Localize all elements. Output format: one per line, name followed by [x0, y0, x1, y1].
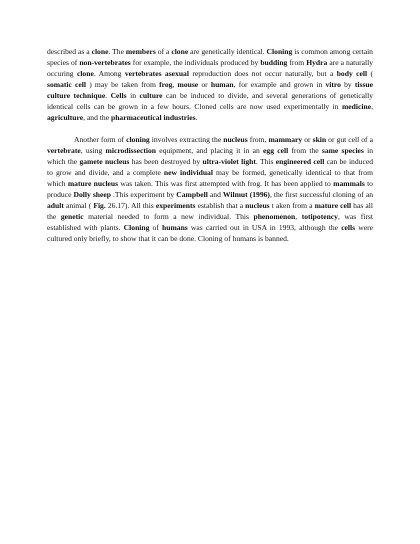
- bold-term: mature cell: [314, 201, 352, 210]
- bold-term: cloning: [126, 135, 150, 144]
- bold-term: Cloning: [266, 47, 293, 56]
- text-run: . The: [108, 47, 126, 56]
- bold-term: tissue culture technique: [47, 80, 374, 100]
- bold-term: totipotency: [301, 212, 338, 221]
- text-run: has been destroyed by: [129, 157, 203, 166]
- text-run: t aken from a: [269, 201, 315, 210]
- bold-term: Cloning: [123, 223, 150, 232]
- bold-term: nucleus: [223, 135, 248, 144]
- bold-term: clone: [171, 47, 189, 56]
- text-run: .: [195, 113, 198, 122]
- bold-term: Wilmut (1996): [222, 190, 270, 199]
- bold-term: human: [210, 80, 234, 89]
- paragraph-1: [47, 46, 373, 123]
- text-run: described as a: [47, 47, 92, 56]
- text-run: material needed to form a new individual. This: [83, 212, 254, 221]
- bold-term: Fig.: [93, 201, 106, 210]
- text-run: for example, the individuals produced by: [130, 58, 261, 67]
- bold-term: skin: [312, 135, 327, 144]
- bold-term: sheep: [92, 190, 111, 199]
- document-page: [47, 46, 373, 244]
- text-run: are a naturally occuring: [47, 58, 374, 78]
- bold-term: medicine: [341, 102, 372, 111]
- bold-term: cells: [341, 223, 356, 232]
- bold-term: vitro: [325, 80, 341, 89]
- text-run: and: [207, 190, 223, 199]
- text-run: from,: [247, 135, 269, 144]
- bold-term: Dolly: [73, 190, 91, 199]
- bold-term: experiments: [155, 201, 196, 210]
- text-run: was carried out in USA in 1993, although the: [187, 223, 342, 232]
- bold-term: non-vertebrates: [79, 58, 131, 67]
- text-run: (: [367, 69, 373, 78]
- bold-term: pharmaceutical industries: [110, 113, 196, 122]
- text-run: . This: [255, 157, 276, 166]
- text-run: or: [302, 135, 313, 144]
- text-run: were cultured only briefly, to show that it can be done. Cloning of humans is banned.: [47, 223, 373, 243]
- text-run: equipment, and placing it in an: [156, 146, 264, 155]
- text-run: is common among certain species of: [47, 47, 373, 67]
- text-run: , using: [80, 146, 106, 155]
- bold-term: somatic cell: [47, 80, 87, 89]
- text-run: can be induced to divide, and several generations of genetically identical cells can be grown in a few hours. Cloned cells are now used experimentally in: [47, 91, 373, 111]
- text-run: may be formed, genetically identical to that from which: [47, 168, 373, 188]
- text-run: , and the: [83, 113, 111, 122]
- bold-term: humans: [162, 223, 188, 232]
- bold-term: Campbell: [176, 190, 208, 199]
- bold-term: engineered cell: [275, 157, 325, 166]
- bold-term: budding: [260, 58, 288, 67]
- text-run: ,: [172, 80, 178, 89]
- bold-term: agriculture: [47, 113, 84, 122]
- bold-term: clone: [91, 47, 109, 56]
- text-run: , the first successful cloning of an: [269, 190, 373, 199]
- text-run: , for example and grown in: [233, 80, 326, 89]
- bold-term: new individual: [163, 168, 213, 177]
- text-run: .: [105, 91, 111, 100]
- text-run: or: [198, 80, 211, 89]
- bold-term: adult: [47, 201, 64, 210]
- text-run: ,: [371, 102, 373, 111]
- text-run: of a: [155, 47, 172, 56]
- bold-term: mammals: [333, 179, 365, 188]
- bold-term: culture: [139, 91, 163, 100]
- text-run: establish that a: [195, 201, 246, 210]
- text-run: ,: [295, 212, 302, 221]
- text-run: was taken. This was first attempted with frog. It has been applied to: [118, 179, 334, 188]
- text-run: of: [149, 223, 163, 232]
- text-run: from: [287, 58, 307, 67]
- bold-term: microdissection: [105, 146, 156, 155]
- text-run: can be induced to grow and divide, and a complete: [47, 157, 373, 177]
- bold-term: genetic: [60, 212, 84, 221]
- text-run: 26.17). All this: [105, 201, 156, 210]
- bold-term: nucleus: [245, 201, 270, 210]
- bold-term: vertebrates asexual: [124, 69, 189, 78]
- bold-term: members: [125, 47, 156, 56]
- text-run: Another form of: [74, 135, 127, 144]
- bold-term: body cell: [336, 69, 368, 78]
- text-run: from the: [288, 146, 322, 155]
- bold-term: vertebrate: [47, 146, 81, 155]
- text-run: reproduction does not occur naturally, but a: [188, 69, 337, 78]
- bold-term: mouse: [177, 80, 199, 89]
- text-run: ) may be taken from: [86, 80, 160, 89]
- bold-term: frog: [159, 80, 173, 89]
- bold-term: Cells: [110, 91, 127, 100]
- text-run: has all the: [47, 201, 373, 221]
- bold-term: Hydra: [306, 58, 328, 67]
- text-run: are genetically identical.: [188, 47, 267, 56]
- paragraph-2: [47, 134, 373, 244]
- text-run: in which the: [47, 146, 373, 166]
- bold-term: clone: [76, 69, 94, 78]
- text-run: by: [340, 80, 355, 89]
- bold-term: egg cell: [263, 146, 289, 155]
- text-run: animal (: [63, 201, 94, 210]
- text-run: in: [126, 91, 140, 100]
- bold-term: mammary: [268, 135, 303, 144]
- text-run: involves extracting the: [149, 135, 224, 144]
- text-run: or gut cell of a: [326, 135, 373, 144]
- text-run: to produce: [47, 179, 373, 199]
- bold-term: mature nucleus: [67, 179, 119, 188]
- bold-term: gamete nucleus: [79, 157, 130, 166]
- text-run: .This experiment by: [110, 190, 177, 199]
- bold-term: phenomenon: [253, 212, 296, 221]
- bold-term: same species: [321, 146, 364, 155]
- bold-term: ultra-violet light: [202, 157, 256, 166]
- text-run: , was first established with plants.: [47, 212, 373, 232]
- text-run: . Among: [93, 69, 125, 78]
